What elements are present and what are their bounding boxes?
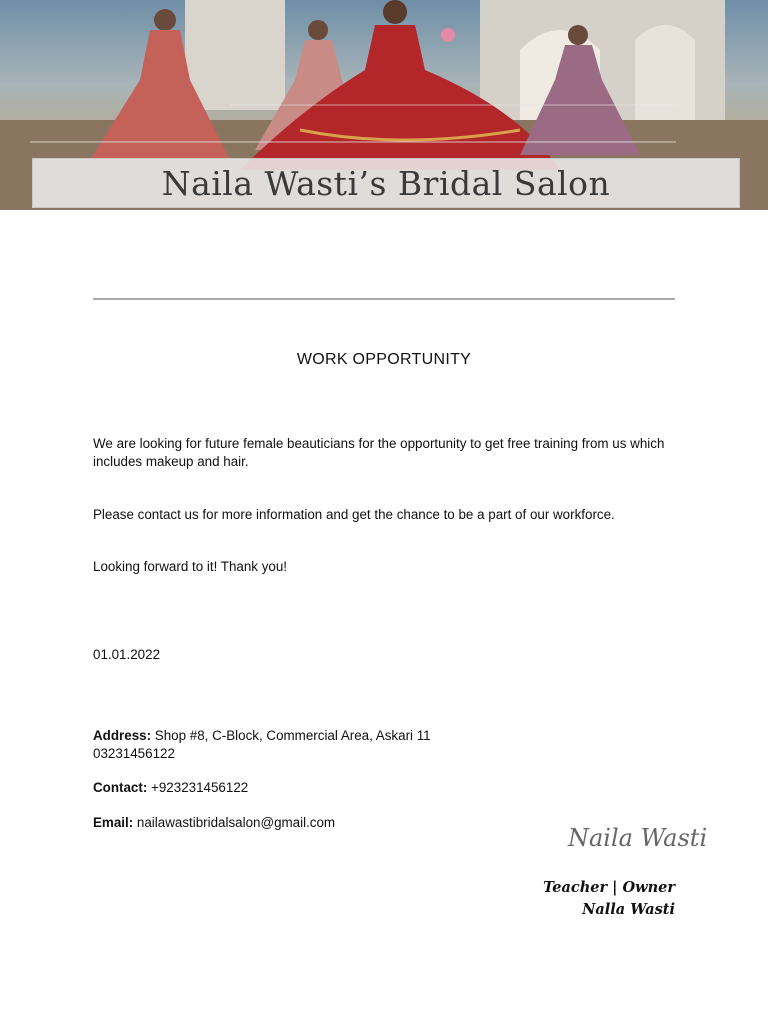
email-value[interactable]: nailawastibridalsalon@gmail.com [133,815,336,830]
model-head [383,0,407,24]
address-label: Address: [93,728,152,743]
banner-title-box [32,158,740,208]
contact-block [93,779,675,797]
paragraph-contact-request: Please contact us for more information and get the chance to be a part of our workforce. [93,507,615,522]
banner-title: Naila Wasti’s Bridal Salon [161,163,611,203]
address-phone: 03231456122 [93,745,175,761]
horizontal-rule [93,298,675,300]
model-head [154,9,176,31]
signatory-role: Teacher | Owner [543,879,675,896]
pavilion-column [185,0,285,110]
email-label: Email: [93,815,134,830]
pavilion-arch [635,25,695,130]
letter-heading: WORK OPPORTUNITY [296,351,472,368]
contact-label: Contact: [93,780,148,795]
model-head [308,20,328,40]
header-banner [0,0,768,210]
model-head [568,25,588,45]
letter-date: 01.01.2022 [93,647,161,662]
paragraph-thanks: Looking forward to it! Thank you! [93,559,288,574]
address-value: Shop #8, C-Block, Commercial Area, Askari 11 [151,728,431,743]
contact-phone: +923231456122 [147,780,249,795]
address-block [93,727,675,762]
handwritten-signature [566,816,708,860]
paragraph-training: We are looking for future female beauticians for the opportunity to get free training from us which includes makeup and hair. [93,436,665,469]
signature-text: Naila Wasti [568,824,708,852]
lotus-flower [441,28,455,42]
signatory-name: Nalla Wasti [582,901,675,918]
